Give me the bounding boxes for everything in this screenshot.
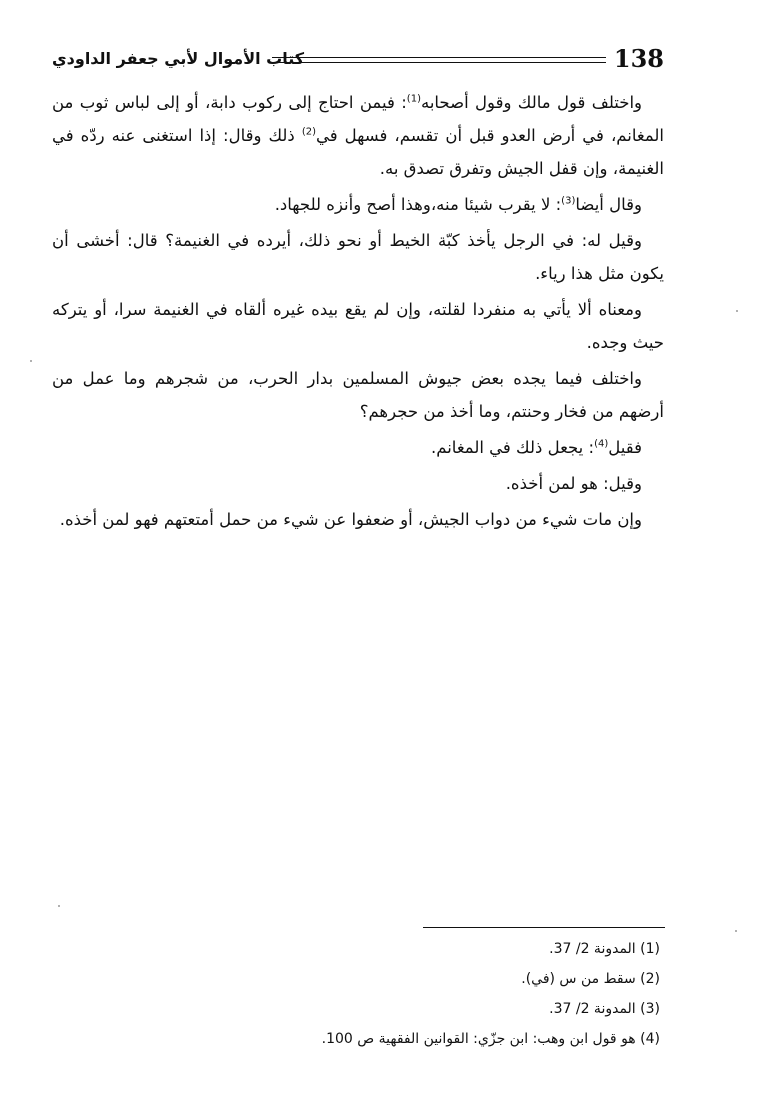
page-header bbox=[52, 44, 664, 78]
running-title: كتاب الأموال لأبي جعفر الداودي bbox=[52, 49, 305, 68]
scan-speck bbox=[58, 905, 60, 907]
scan-speck bbox=[735, 930, 737, 932]
footnote-separator bbox=[423, 927, 665, 928]
scan-speck bbox=[30, 360, 32, 362]
scan-speck bbox=[736, 310, 738, 312]
header-rule bbox=[272, 57, 606, 63]
main-text bbox=[52, 86, 664, 539]
footnote-ref: (1) bbox=[406, 93, 421, 105]
page-number: 138 bbox=[613, 44, 664, 73]
footnote-ref: (4) bbox=[594, 438, 609, 450]
footnote-ref: (2) bbox=[301, 126, 316, 138]
footnote: (2) سقط من س (في). bbox=[521, 971, 660, 987]
paragraph: واختلف فيما يجده بعض جيوش المسلمين بدار الحرب، من شجرهم وما عمل من أرضهم من فخار وحنتم، وما أخذ من حجرهم؟ bbox=[52, 369, 664, 421]
footnote: (1) المدونة 2/ 37. bbox=[549, 941, 660, 957]
paragraph: ومعناه ألا يأتي به منفردا لقلته، وإن لم يقع بيده غيره ألقاه في الغنيمة سرا، أو يتركه حيث وجده. bbox=[52, 300, 664, 352]
paragraph: وإن مات شيء من دواب الجيش، أو ضعفوا عن شيء من حمل أمتعتهم فهو لمن أخذه. bbox=[59, 510, 642, 529]
footnote-ref: (3) bbox=[561, 195, 576, 207]
paragraph: واختلف قول مالك وقول أصحابه$^{(1)}$: فيمن احتاج إلى ركوب دابة، أو إلى لباس ثوب من المغانم، في أرض العدو قبل أن تقسم، فسهل في$^{(2)}$ ذلك وقال: إذا استغنى عنه ردّه في الغنيمة، وإن قفل الجيش وتفرق تصدق به. bbox=[52, 93, 665, 178]
paragraph: وقيل له: في الرجل يأخذ كبّة الخيط أو نحو ذلك، أيرده في الغنيمة؟ قال: أخشى أن يكون مثل هذا رياء. bbox=[52, 231, 664, 283]
footnote: (4) هو قول ابن وهب: ابن جزّي: القوانين الفقهية ص 100. bbox=[321, 1031, 660, 1047]
paragraph: وقيل: هو لمن أخذه. bbox=[505, 474, 642, 493]
footnotes bbox=[52, 934, 664, 1054]
paragraph: فقيل$^{(4)}$: يجعل ذلك في المغانم. bbox=[430, 438, 642, 457]
paragraph: وقال أيضا$^{(3)}$: لا يقرب شيئا منه،وهذا أصح وأنزه للجهاد. bbox=[274, 195, 642, 214]
footnote: (3) المدونة 2/ 37. bbox=[549, 1001, 660, 1017]
